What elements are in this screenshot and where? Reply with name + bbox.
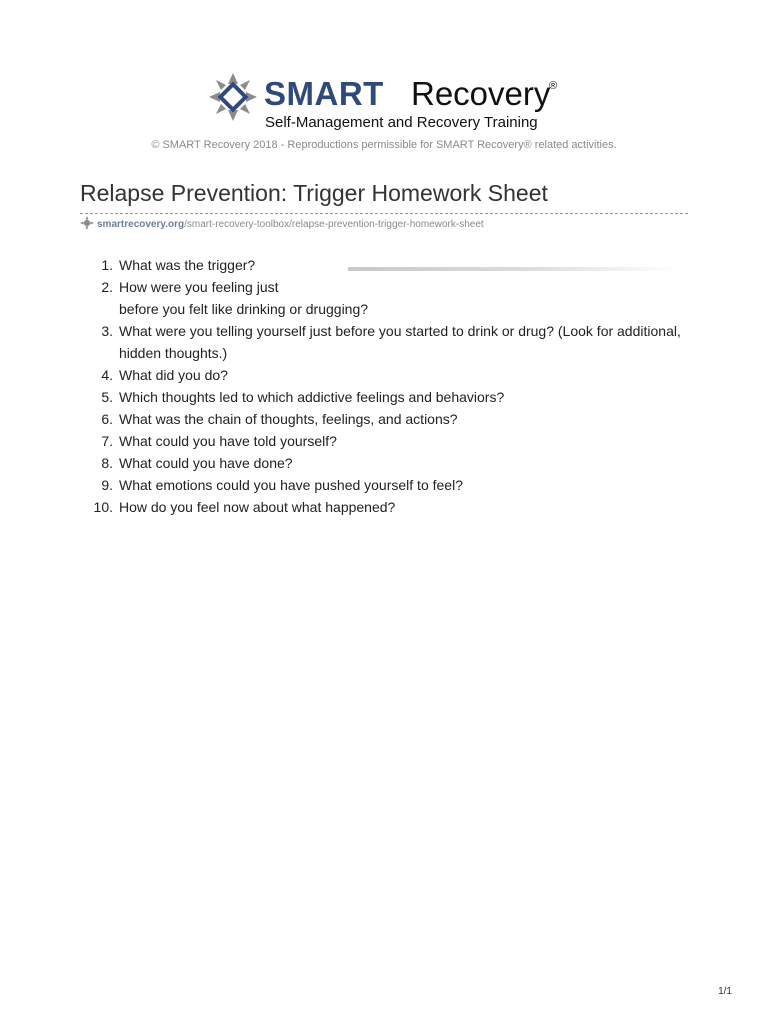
list-item [88, 430, 688, 452]
list-item [88, 386, 688, 408]
list-item [88, 320, 688, 364]
list-item-text: How were you feeling just [119, 279, 279, 295]
smart-recovery-logo [208, 70, 568, 132]
smart-recovery-star-icon [208, 72, 258, 122]
logo-tagline: Self-Management and Recovery Training [265, 114, 538, 131]
list-item [88, 276, 688, 320]
list-item-number: 5. [101, 389, 113, 405]
list-item [88, 496, 688, 518]
list-item-number: 6. [101, 411, 113, 427]
list-item-number: 2. [101, 279, 113, 295]
logo-smart-text: SMART [264, 75, 384, 112]
list-item-number: 1. [101, 257, 113, 273]
title-divider [80, 213, 688, 214]
source-path: /smart-recovery-toolbox/relapse-prevention-trigger-homework-sheet [184, 219, 484, 230]
list-item-number: 3. [101, 323, 113, 339]
question-list [88, 254, 688, 518]
list-item-text: What were you telling yourself just before you started to drink or drug? (Look for additional, hidden thoughts.) [119, 323, 681, 361]
list-item-number: 9. [101, 477, 113, 493]
list-item-text: What did you do? [119, 367, 228, 383]
list-item-text: What emotions could you have pushed yourself to feel? [119, 477, 463, 493]
list-item [88, 408, 688, 430]
site-favicon-icon [80, 216, 94, 230]
logo-recovery-text: Recovery [411, 75, 551, 112]
list-item-number: 10. [93, 499, 113, 515]
list-item-number: 4. [101, 367, 113, 383]
source-domain: smartrecovery.org [97, 219, 185, 230]
list-item [88, 254, 688, 276]
list-item [88, 474, 688, 496]
list-item-text: How do you feel now about what happened? [119, 499, 396, 515]
list-item [88, 452, 688, 474]
source-url[interactable] [80, 216, 484, 232]
list-item-text: Which thoughts led to which addictive feelings and behaviors? [119, 389, 505, 405]
page-title: Relapse Prevention: Trigger Homework Sheet [80, 180, 548, 206]
list-item-text-continued: before you felt like drinking or drugging? [119, 301, 369, 317]
logo-registered-mark: ® [549, 80, 558, 92]
list-item-text: What was the chain of thoughts, feelings, and actions? [119, 411, 458, 427]
list-item-number: 7. [101, 433, 113, 449]
list-item [88, 364, 688, 386]
list-item-number: 8. [101, 455, 113, 471]
list-item-text: What could you have done? [119, 455, 293, 471]
copyright-notice: © SMART Recovery 2018 - Reproductions permissible for SMART Recovery® related activities. [151, 139, 617, 151]
page-number: 1/1 [718, 986, 732, 997]
list-item-text: What was the trigger? [119, 257, 256, 273]
list-item-text: What could you have told yourself? [119, 433, 337, 449]
